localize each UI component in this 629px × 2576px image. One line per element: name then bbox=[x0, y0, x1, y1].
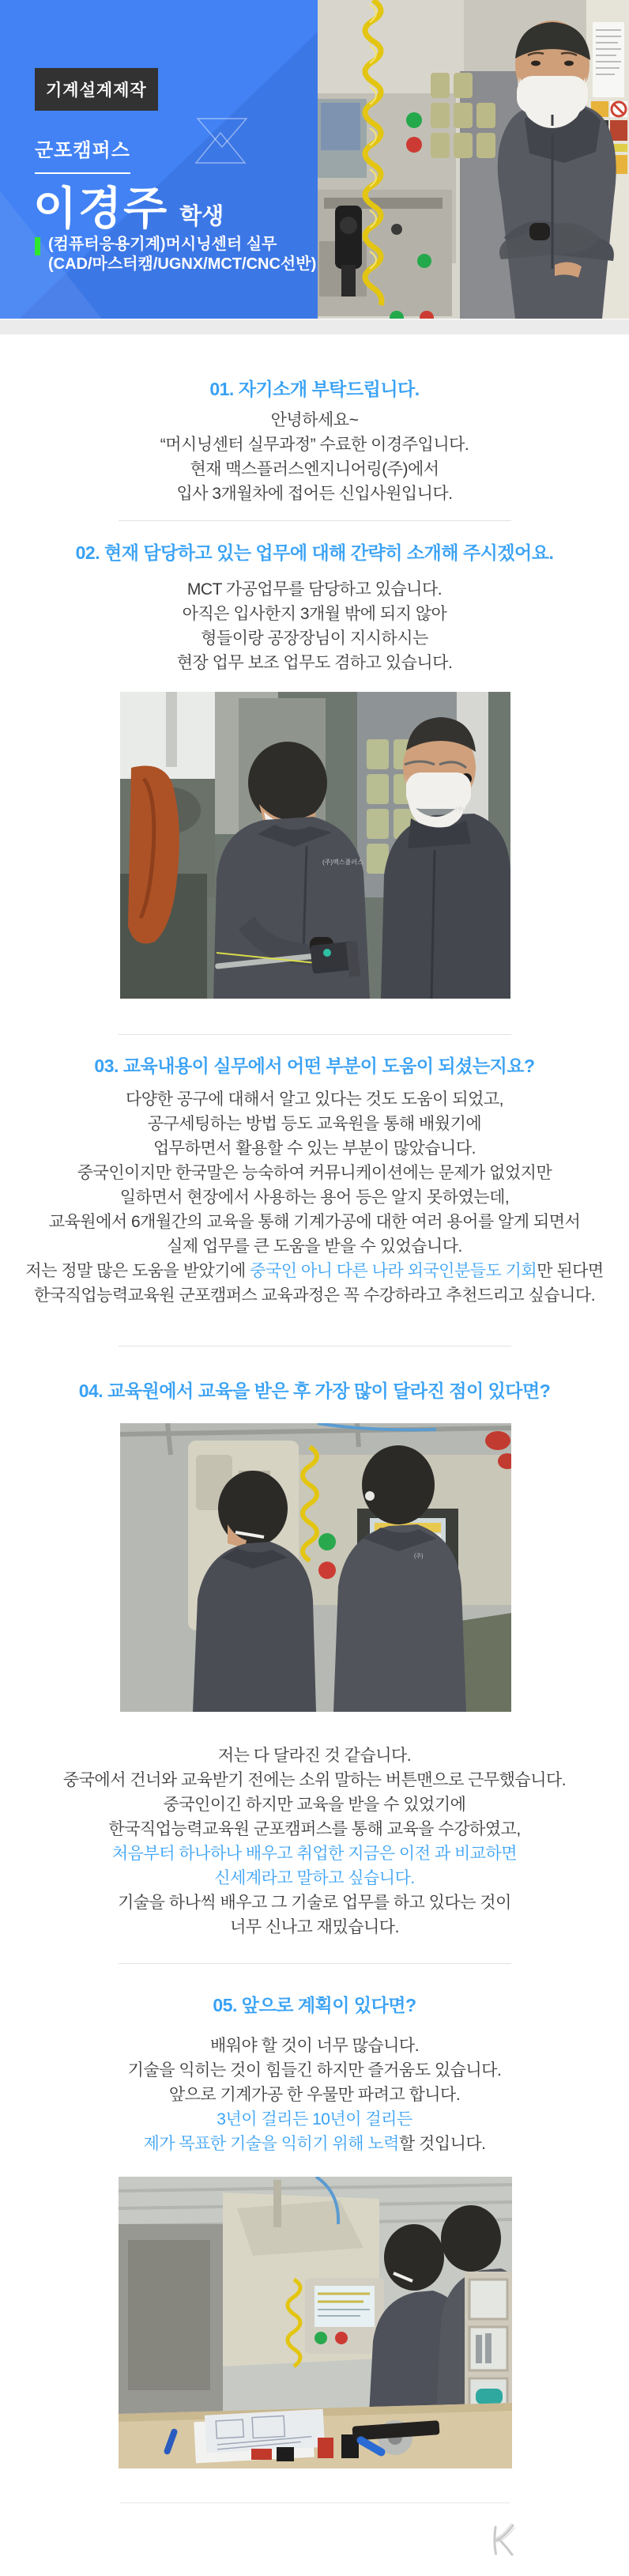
section-title-05: 05. 앞으로 계획이 있다면? bbox=[213, 1995, 416, 2015]
jacket-label-text: (주)맥스플러스 bbox=[322, 859, 363, 866]
course-line-1: (컴퓨터응용기계)머시닝센터 실무 bbox=[48, 236, 277, 253]
body-line: 형들이랑 공장장님이 지시하시는 bbox=[201, 629, 428, 648]
body-line: 다양한 공구에 대해서 알고 있다는 것도 도움이 되었고, bbox=[126, 1090, 503, 1109]
student-name: 이경주 bbox=[33, 183, 169, 234]
footer-divider bbox=[120, 2502, 510, 2503]
green-accent-bar bbox=[35, 237, 40, 255]
korea-vocational-logo-icon bbox=[488, 2522, 517, 2557]
body-line: 너무 신나고 재밌습니다. bbox=[230, 1918, 399, 1936]
body-line: 한국직업능력교육원 군포캠퍼스 교육과정은 꼭 수강하라고 추천드리고 싶습니다. bbox=[33, 1286, 596, 1305]
student-name-row bbox=[33, 172, 224, 237]
section-body-03 bbox=[0, 1087, 629, 1308]
section-body-01 bbox=[0, 408, 629, 506]
svg-text:(주): (주) bbox=[454, 806, 465, 814]
course-line-2: (CAD/마스터캠/UGNX/MCT/CNC선반) bbox=[48, 255, 317, 273]
body-line: 앞으로 기계가공 한 우물만 파려고 합니다. bbox=[168, 2086, 461, 2104]
body-line: 3년이 걸리든 10년이 걸리든 bbox=[217, 2110, 412, 2128]
category-badge: 기계설계제작 bbox=[35, 68, 158, 111]
course-info bbox=[35, 235, 316, 274]
body-line: 중국인이지만 한국말은 능숙하여 커뮤니케이션에는 문제가 없었지만 bbox=[77, 1164, 552, 1182]
section-body-04 bbox=[0, 1743, 629, 1940]
hero-header bbox=[0, 0, 629, 319]
body-line: “머시닝센터 실무과정” 수료한 이경주입니다. bbox=[160, 436, 469, 454]
body-line: 배워야 할 것이 너무 많습니다. bbox=[209, 2037, 420, 2055]
hero-student-portrait-photo bbox=[318, 0, 629, 319]
body-line: 신세계라고 말하고 싶습니다. bbox=[214, 1869, 415, 1887]
section-title-03: 03. 교육내용이 실무에서 어떤 부분이 도움이 되셨는지요? bbox=[94, 1056, 535, 1076]
section-divider bbox=[119, 520, 511, 521]
body-line: 안녕하세요~ bbox=[270, 411, 359, 429]
body-line: 처음부터 하나하나 배우고 취업한 지금은 이전 과 비교하면 bbox=[111, 1845, 518, 1863]
body-line: 입사 3개월차에 접어든 신입사원입니다. bbox=[176, 485, 453, 503]
body-line: 일하면서 현장에서 사용하는 용어 등은 알지 못하였는데, bbox=[119, 1188, 510, 1207]
photo-cnc-panel-training bbox=[120, 1423, 511, 1712]
course-text bbox=[48, 235, 316, 274]
hero-left-panel bbox=[0, 0, 318, 319]
body-line: 현장 업무 보조 업무도 겸하고 있습니다. bbox=[176, 654, 453, 672]
body-line: 한국직업능력교육원 군포캠퍼스를 통해 교육을 수강하였고, bbox=[108, 1820, 521, 1838]
body-line: 저는 다 달라진 것 같습니다. bbox=[217, 1747, 412, 1765]
body-line: 저는 정말 많은 도움을 받았기에 중국인 아니 다른 나라 외국인분들도 기회만 된다면 bbox=[25, 1262, 604, 1280]
campus-label: 군포캠퍼스 bbox=[35, 134, 130, 174]
section-body-05 bbox=[0, 2034, 629, 2156]
section-divider bbox=[119, 1963, 511, 1964]
photo-workbench-discussion bbox=[119, 2177, 512, 2468]
body-line: 중국에서 건너와 교육받기 전에는 소위 말하는 버튼맨으로 근무했습니다. bbox=[62, 1771, 567, 1789]
body-line: 제가 목표한 기술을 익히기 위해 노력할 것입니다. bbox=[143, 2135, 486, 2153]
section-title-04: 04. 교육원에서 교육을 받은 후 가장 많이 달라진 점이 있다면? bbox=[78, 1381, 551, 1401]
body-line: 기술을 익히는 것이 힘들긴 하지만 즐거움도 있습니다. bbox=[127, 2061, 502, 2079]
body-line: 실제 업무를 큰 도움을 받을 수 있었습니다. bbox=[167, 1237, 462, 1256]
section-divider bbox=[119, 1346, 511, 1347]
body-line: 현재 맥스플러스엔지니어링(주)에서 bbox=[190, 460, 439, 478]
body-line: 중국인이긴 하지만 교육을 받을 수 있었기에 bbox=[163, 1796, 466, 1814]
student-suffix: 학생 bbox=[179, 204, 224, 229]
section-title-01: 01. 자기소개 부탁드립니다. bbox=[209, 379, 420, 399]
body-line: 공구세팅하는 방법 등도 교육원을 통해 배웠기에 bbox=[147, 1115, 482, 1133]
body-line: MCT 가공업무를 담당하고 있습니다. bbox=[186, 580, 443, 599]
gray-separator-band bbox=[0, 319, 629, 334]
svg-text:(주): (주) bbox=[414, 1554, 424, 1559]
body-line: 기술을 하나씩 배우고 그 기술로 업무를 하고 있다는 것이 bbox=[118, 1894, 511, 1912]
section-divider bbox=[119, 1034, 511, 1035]
body-line: 아직은 입사한지 3개월 밖에 되지 않아 bbox=[182, 605, 447, 623]
section-title-02: 02. 현재 담당하고 있는 업무에 대해 간략히 소개해 주시겠어요. bbox=[75, 542, 554, 563]
body-line: 업무하면서 활용할 수 있는 부분이 많았습니다. bbox=[153, 1139, 476, 1158]
section-body-02 bbox=[0, 577, 629, 675]
photo-caliper-measuring bbox=[120, 692, 510, 999]
body-line: 교육원에서 6개월간의 교육을 통해 기계가공에 대한 여러 용어를 알게 되면서 bbox=[48, 1213, 581, 1231]
